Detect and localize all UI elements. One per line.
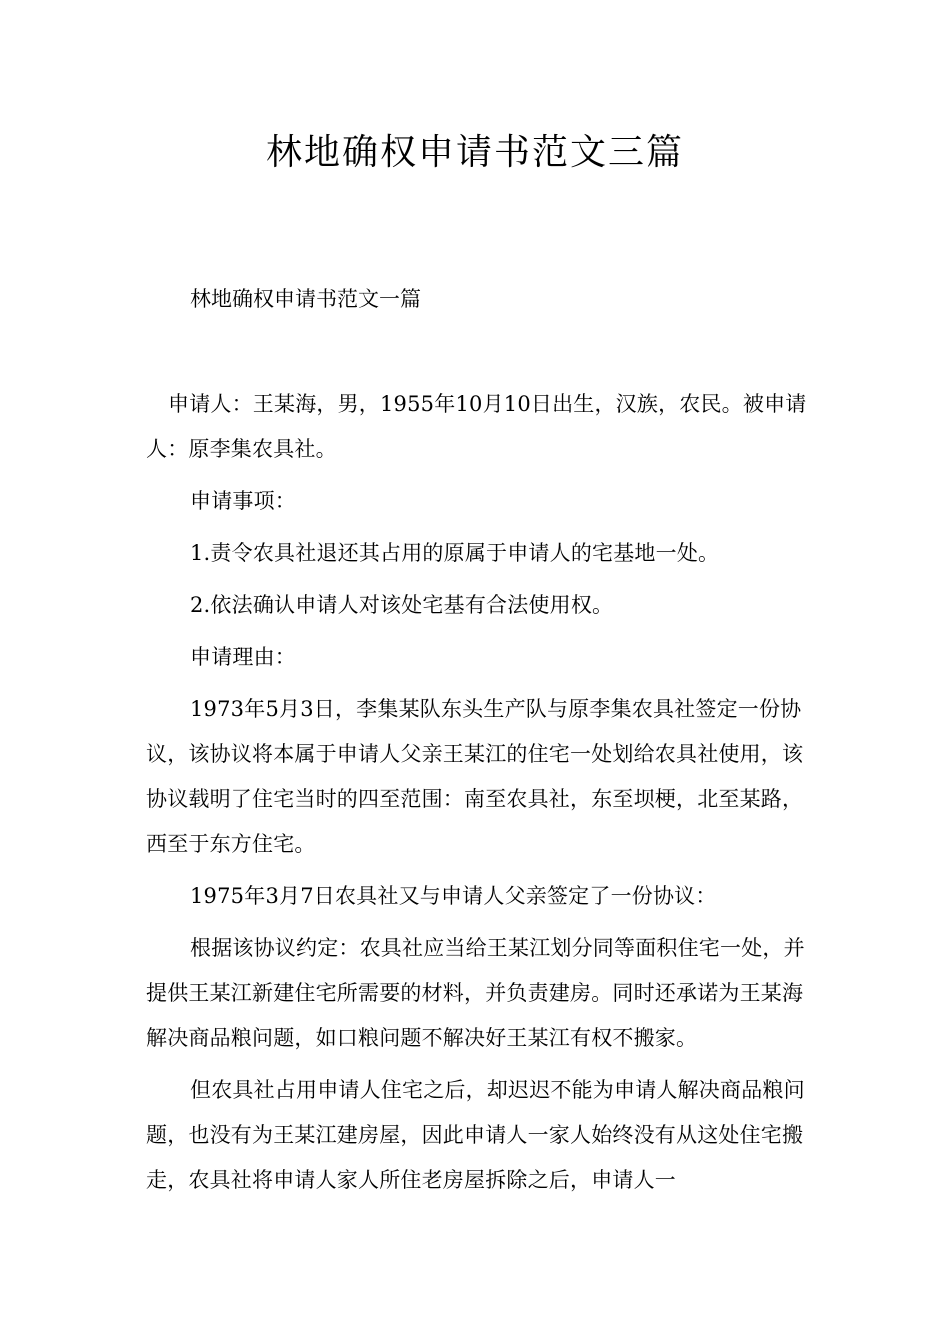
paragraph-agreement: 根据该协议约定：农具社应当给王某江划分同等面积住宅一处，并提供王某江新建住宅所需要的材料，并负责建房。同时还承诺为王某海解决商品粮问题，如口粮问题不解决好王某江有权不搬家。 — [146, 936, 805, 1050]
paragraph-request-heading: 申请事项： — [190, 489, 296, 513]
paragraph-applicant: 申请人：王某海，男，1955年10月10日出生，汉族，农民。被申请人：原李集农具社。 — [146, 392, 807, 461]
paragraph-request-1: 1.责令农具社退还其占用的原属于申请人的宅基地一处。 — [190, 541, 720, 565]
document-body — [146, 382, 810, 1210]
section-heading: 林地确权申请书范文一篇 — [190, 287, 421, 311]
paragraph-reason-heading: 申请理由： — [190, 645, 296, 669]
paragraph-reason-1973: 1973年5月3日，李集某队东头生产队与原李集农具社签定一份协议，该协议将本属于申请人父亲王某江的住宅一处划给农具社使用，该协议载明了住宅当时的四至范围：南至农具社，东至坝梗，北至某路，西至于东方住宅。 — [146, 697, 804, 856]
paragraph-dispute: 但农具社占用申请人住宅之后，却迟迟不能为申请人解决商品粮问题，也没有为王某江建房屋，因此申请人一家人始终没有从这处住宅搬走，农具社将申请人家人所住老房屋拆除之后，申请人一 — [146, 1078, 805, 1192]
document-title: 林地确权申请书范文三篇 — [265, 132, 684, 173]
paragraph-reason-1975: 1975年3月7日农具社又与申请人父亲签定了一份协议： — [190, 884, 717, 908]
paragraph-request-2: 2.依法确认申请人对该处宅基有合法使用权。 — [190, 593, 614, 617]
